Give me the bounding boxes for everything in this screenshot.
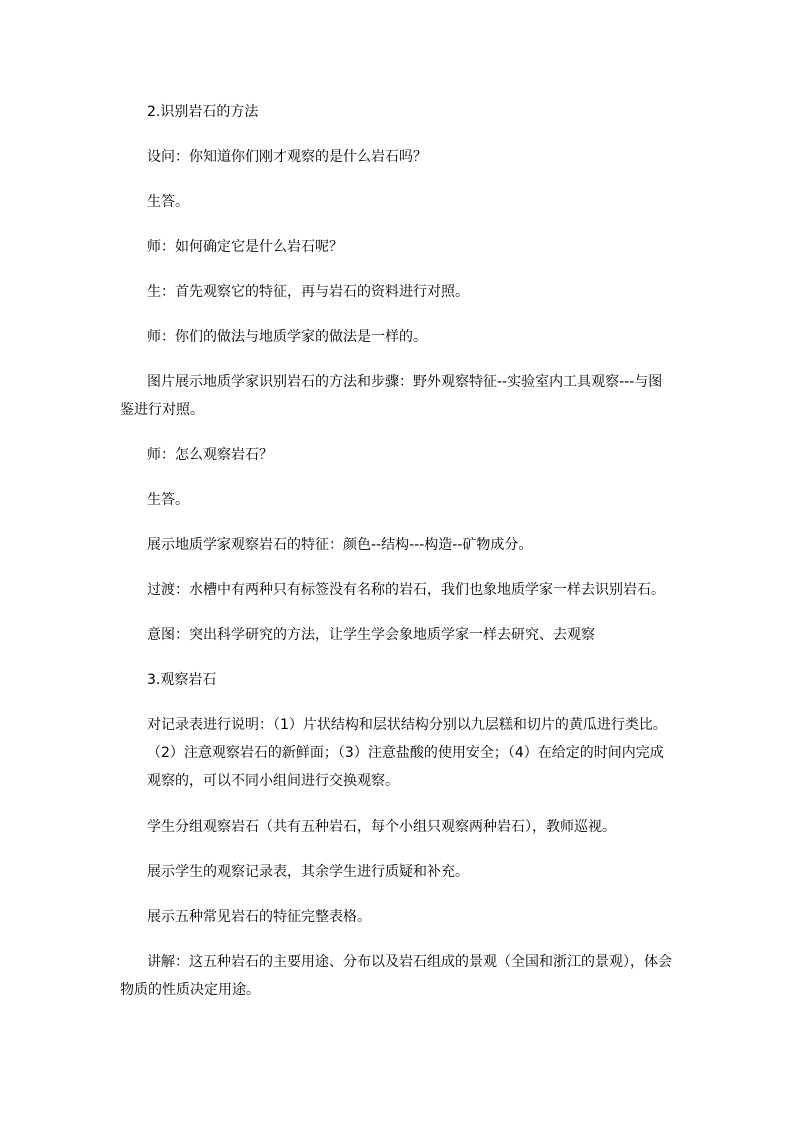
paragraph-image-display-line-2: 鉴进行对照。 bbox=[120, 402, 204, 418]
paragraph-student-answer: 生答。 bbox=[147, 194, 189, 210]
paragraph-image-display-line-1: 图片展示地质学家识别岩石的方法和步骤：野外观察特征--实验室内工具观察---与图 bbox=[147, 374, 663, 390]
paragraph-group-observation: 学生分组观察岩石（共有五种岩石，每个小组只观察两种岩石），教师巡视。 bbox=[147, 819, 616, 835]
paragraph-show-records: 展示学生的观察记录表，其余学生进行质疑和补充。 bbox=[147, 864, 469, 880]
paragraph-teacher-question: 师：如何确定它是什么岩石呢？ bbox=[147, 239, 343, 255]
section-heading-identify-rocks: 2.识别岩石的方法 bbox=[147, 104, 259, 120]
paragraph-student-answer-2: 生答。 bbox=[147, 492, 189, 508]
paragraph-record-instructions-line-2: （2）注意观察岩石的新鲜面；（3）注意盐酸的使用安全；（4）在给定的时间内完成 bbox=[147, 745, 664, 761]
paragraph-transition: 过渡：水槽中有两种只有标签没有名称的岩石，我们也象地质学家一样去识别岩石。 bbox=[147, 582, 665, 598]
paragraph-rock-features: 展示地质学家观察岩石的特征：颜色--结构---构造--矿物成分。 bbox=[147, 537, 533, 553]
paragraph-how-to-observe: 师：怎么观察岩石？ bbox=[147, 447, 273, 463]
paragraph-explanation-line-1: 讲解：这五种岩石的主要用途、分布以及岩石组成的景观（全国和浙江的景观），体会 bbox=[147, 954, 672, 970]
paragraph-record-instructions-line-3: 观察的，可以不同小组间进行交换观察。 bbox=[147, 773, 399, 789]
paragraph-student-method: 生：首先观察它的特征，再与岩石的资料进行对照。 bbox=[147, 284, 469, 300]
paragraph-show-table: 展示五种常见岩石的特征完整表格。 bbox=[147, 909, 371, 925]
section-heading-observe-rocks: 3.观察岩石 bbox=[147, 672, 217, 688]
paragraph-intention: 意图：突出科学研究的方法，让学生学会象地质学家一样去研究、去观察 bbox=[147, 627, 595, 643]
paragraph-record-instructions-line-1: 对记录表进行说明：（1）片状结构和层状结构分别以九层糕和切片的黄瓜进行类比。 bbox=[147, 717, 667, 733]
paragraph-explanation-line-2: 物质的性质决定用途。 bbox=[120, 982, 260, 998]
paragraph-teacher-comment: 师：你们的做法与地质学家的做法是一样的。 bbox=[147, 329, 427, 345]
paragraph-question: 设问：你知道你们刚才观察的是什么岩石吗？ bbox=[147, 149, 427, 165]
